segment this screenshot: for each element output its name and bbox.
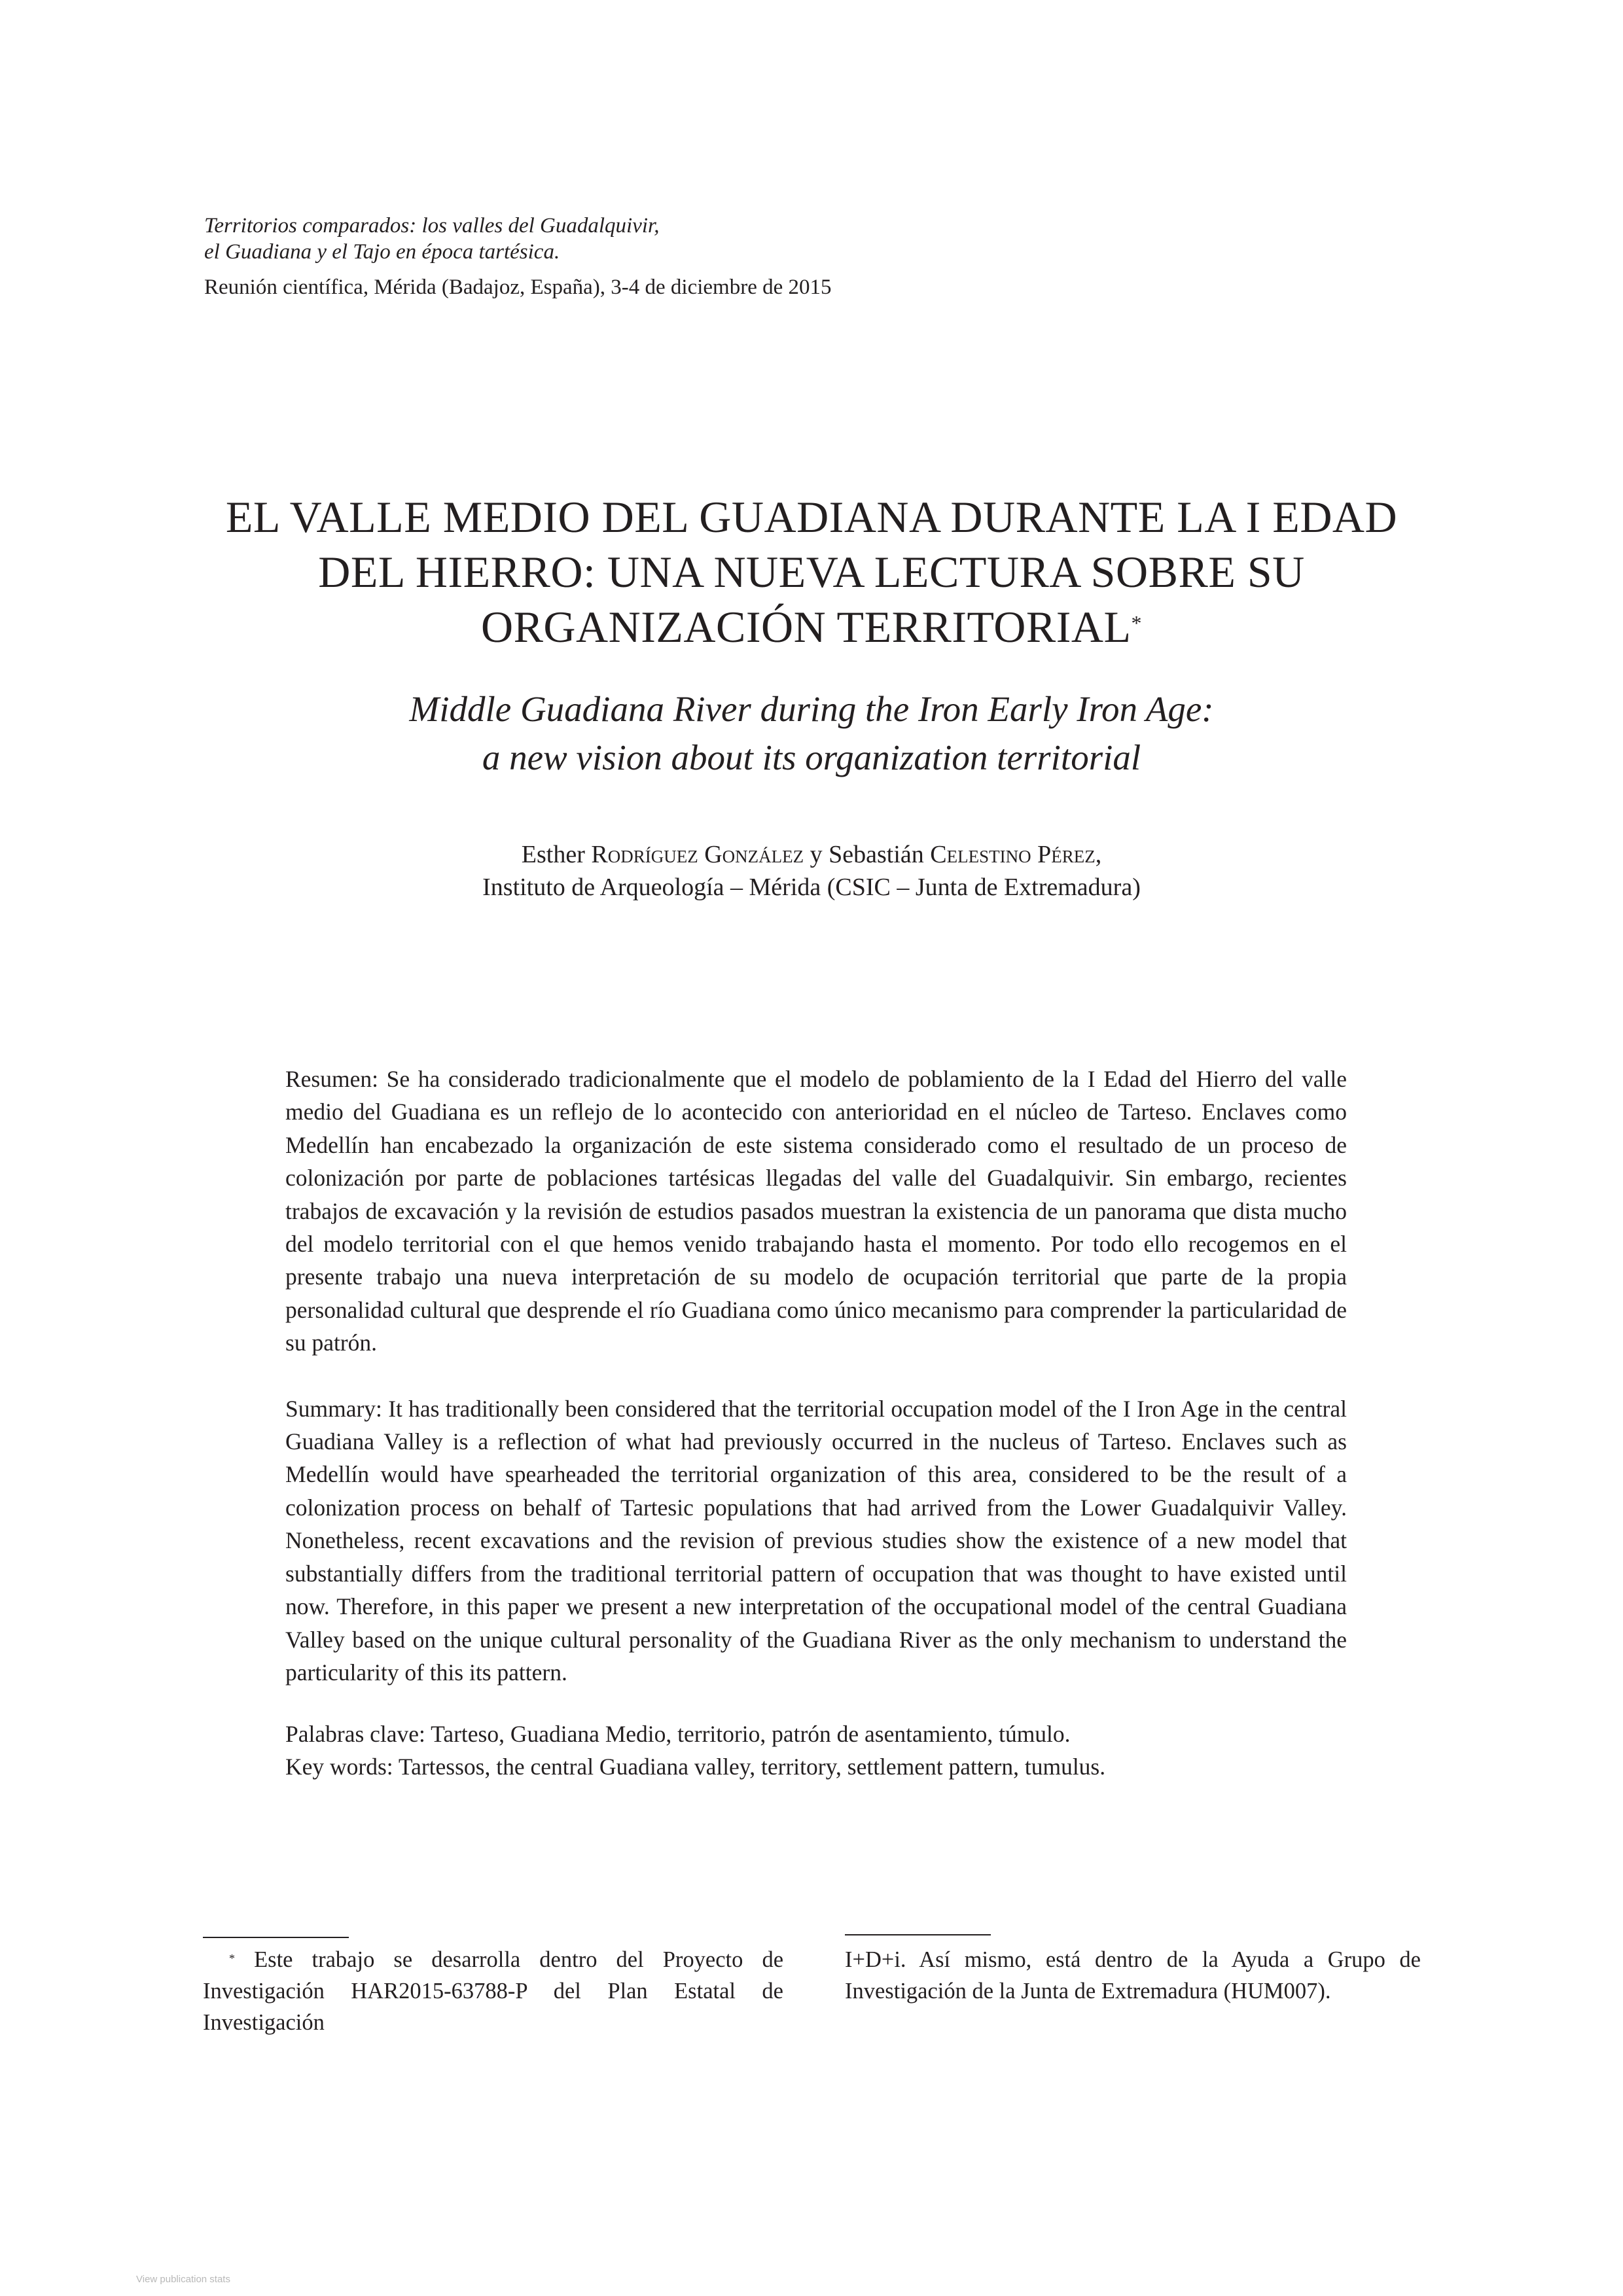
- author-trailing-comma: ,: [1095, 841, 1102, 868]
- volume-title-line-1: Territorios comparados: los valles del Guadalquivir,: [204, 214, 660, 238]
- meeting-info: Reunión científica, Mérida (Badajoz, España), 3-4 de diciembre de 2015: [204, 275, 832, 299]
- title-line-3: [157, 599, 1466, 654]
- volume-header: [204, 213, 1120, 300]
- subtitle-line-1: Middle Guadiana River during the Iron Early Iron Age:: [409, 689, 1214, 729]
- footnote-right-column: I+D+i. Así mismo, está dentro de la Ayuda a Grupo de Investigación de la Junta de Extremadura (HUM007).: [845, 1947, 1421, 2004]
- title-footnote-mark[interactable]: *: [1131, 611, 1143, 635]
- subtitle-line-2: a new vision about its organization territorial: [482, 737, 1141, 777]
- volume-title-line-2: el Guadiana y el Tajo en época tartésica.: [204, 240, 560, 264]
- footnote-left-column: [203, 1944, 783, 2038]
- key-words: Key words: Tartessos, the central Guadiana valley, territory, settlement pattern, tumulus.: [285, 1754, 1106, 1780]
- summary-paragraph: Summary: It has traditionally been considered that the territorial occupation model of the I Iron Age in the central Guadiana Valley is a reflection of what had previously occurred in the nucleus of Tarteso. Enclaves such as Medellín would have spearheaded the territorial organization of this area, considered to be the result of a colonization process on behalf of Tartesic populations that had arrived from the Lower Guadalquivir Valley. Nonetheless, recent excavations and the revision of previous studies show the existence of a new model that substantially differs from the traditional territorial pattern of occupation that was thought to have existed until now. Therefore, in this paper we present a new interpretation of the occupational model of the central Guadiana Valley based on the unique cultural personality of the Guadiana River as the only mechanism to understand the particularity of this its pattern.: [285, 1395, 1347, 1686]
- author-conjunction: y: [810, 841, 823, 868]
- affiliation: Instituto de Arqueología – Mérida (CSIC – Junta de Extremadura): [482, 874, 1141, 901]
- author-1-surname: Rodríguez González: [591, 841, 804, 868]
- paper-subtitle: [157, 685, 1466, 782]
- footnote-mark: *: [229, 1952, 235, 1965]
- author-1-given: Esther: [521, 841, 585, 868]
- paper-title: [157, 489, 1466, 654]
- title-line-2: DEL HIERRO: UNA NUEVA LECTURA SOBRE SU: [318, 547, 1305, 597]
- palabras-clave: Palabras clave: Tarteso, Guadiana Medio, territorio, patrón de asentamiento, túmulo.: [285, 1721, 1071, 1748]
- author-names: [157, 838, 1466, 871]
- keywords-block: [285, 1718, 1347, 1783]
- title-line-3-text: ORGANIZACIÓN TERRITORIAL: [480, 602, 1132, 652]
- author-2-surname: Celestino Pérez: [930, 841, 1096, 868]
- footnote-divider-right: [845, 1934, 991, 1935]
- footnote-left-text: Este trabajo se desarrolla dentro del Proyecto de Investigación HAR2015-63788-P del Plan Estatal de Investigación: [203, 1947, 784, 2035]
- view-publication-stats-link[interactable]: View publication stats: [136, 2274, 230, 2285]
- abstract-section: [285, 1063, 1347, 1783]
- author-2-given: Sebastián: [829, 841, 924, 868]
- authors-block: [157, 838, 1466, 904]
- resumen-paragraph: Resumen: Se ha considerado tradicionalmente que el modelo de poblamiento de la I Edad del Hierro del valle medio del Guadiana es un reflejo de lo acontecido con anterioridad en el núcleo de Tarteso. Enclaves como Medellín han encabezado la organización de este sistema considerado como el resultado de un proceso de colonización por parte de poblaciones tartésicas llegadas del valle del Guadalquivir. Sin embargo, recientes trabajos de excavación y la revisión de estudios pasados muestran la existencia de un panorama que dista mucho del modelo territorial con el que hemos venido trabajando hasta el momento. Por todo ello recogemos en el presente trabajo una nueva interpretación de su modelo de ocupación territorial que parte de la propia personalidad cultural que desprende el río Guadiana como único mecanismo para comprender la particularidad de su patrón.: [285, 1066, 1347, 1356]
- title-line-1: EL VALLE MEDIO DEL GUADIANA DURANTE LA I EDAD: [225, 492, 1398, 542]
- footnote-divider-left: [203, 1937, 349, 1938]
